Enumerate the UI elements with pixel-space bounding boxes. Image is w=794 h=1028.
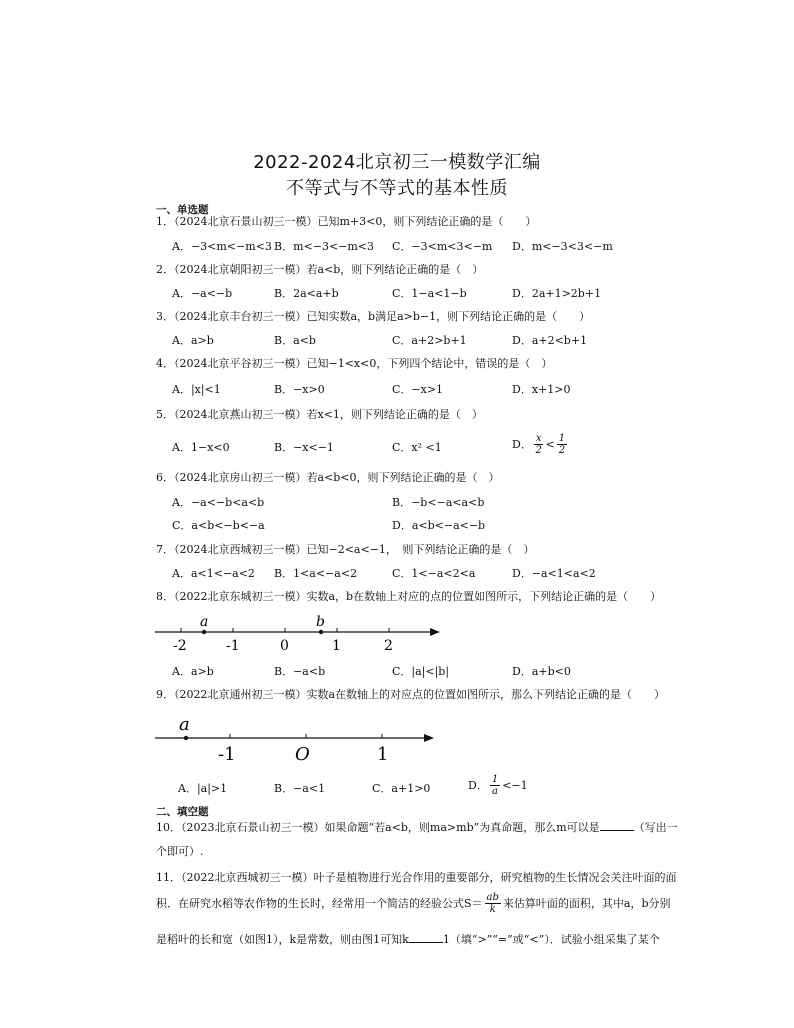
q8-tick-label-m1: -1 [226,638,240,654]
q8-option-a: A．a>b [172,665,214,678]
q11-line1: 11．（2022北京西城初三一模）叶子是植物进行光合作用的重要部分，研究植物的生长情况会关注叶面的面 [156,871,677,884]
q5-d-den1: 2 [535,445,542,456]
q1-stem: 1．（2024北京石景山初三一模）已知m+3<0，则下列结论正确的是（ ） [156,215,537,228]
q11-line2-post: 来估算叶面的面积，其中a，b分别 [502,896,671,910]
q3-option-b: B．a<b [274,334,316,347]
q7-option-c: C．1<−a<2<a [392,567,476,580]
q6-option-d: D．a<b<−a<−b [392,519,486,532]
q2-stem: 2．（2024北京朝阳初三一模）若a<b，则下列结论正确的是（ ） [156,263,484,276]
q3-option-c: C．a+2>b+1 [392,334,467,347]
q10-answer-blank[interactable] [600,820,634,831]
q9-tick-label-origin: O [295,744,310,765]
q8-tick-label-0: 0 [280,638,289,654]
q8-number-line [150,612,450,656]
q9-label-a: a [179,714,190,735]
q5-stem: 5．（2024北京燕山初三一模）若x<1，则下列结论正确的是（ ） [156,408,483,421]
q2-option-c: C．1−a<1−b [392,287,467,300]
q4-option-d: D．x+1>0 [512,383,571,396]
section-fill-in: 二、填空题 [156,806,209,818]
q9-option-d-label: D． [468,778,488,792]
q5-option-a: A．1−x<0 [172,441,230,454]
doc-title-line2: 不等式与不等式的基本性质 [286,178,508,199]
q1-option-a: A．−3<m<−m<3 [172,240,272,253]
q5-option-d [512,433,569,456]
q9-option-a: A．|a|>1 [178,782,228,795]
q4-option-c: C．−x>1 [392,383,444,396]
q5-option-c: C．x² <1 [392,441,442,454]
q8-point-a [202,630,206,634]
q5-d-num1: x [535,433,542,444]
q9-tick-label-1: 1 [377,744,389,765]
q9-d-fraction [490,774,500,797]
q11-line3-post: 1（填“>”“=”或“<”）．试验小组采集了某个 [442,933,660,946]
q8-tick-label-1: 1 [332,638,341,654]
q8-tick-label-m2: -2 [173,638,187,654]
q11-answer-blank[interactable] [409,932,443,943]
doc-title-line1: 2022-2024北京初三一模数学汇编 [253,152,541,173]
q9-tick-label-m1: -1 [218,744,236,765]
q11-line2 [156,892,716,915]
q10-stem-pre: 10．（2023北京石景山初三一模）如果命题“若a<b，则ma>mb”为真命题，那么m可以是 [156,821,600,834]
q1-option-d: D．m<−3<3<−m [512,240,613,253]
q11-formula-fraction [485,892,501,915]
q9-point-a [184,736,188,740]
q9-axis-arrow [424,734,434,742]
q8-option-d: D．a+b<0 [512,665,571,678]
q9-number-line [150,710,450,768]
q6-stem: 6．（2024北京房山初三一模）若a<b<0，则下列结论正确的是（ ） [156,471,500,484]
q6-option-b: B．−b<−a<a<b [392,496,485,509]
q11-line2-pre: 积．在研究水稻等农作物的生长时，经常用一个简洁的经验公式S＝ [156,896,483,910]
q9-d-tail: <−1 [502,778,528,792]
q3-stem: 3．（2024北京丰台初三一模）已知实数a，b满足a>b−1，则下列结论正确的是（ ） [156,310,591,323]
q11-line3-pre: 是稻叶的长和宽（如图1），k是常数，则由图1可知k [156,933,409,946]
q8-label-a: a [200,614,209,630]
q6-option-c: C．a<b<−b<−a [172,519,265,532]
q9-d-num: 1 [491,774,499,785]
q11-line3 [156,932,716,947]
q3-option-a: A．a>b [172,334,214,347]
q8-option-c: C．|a|<|b| [392,665,450,678]
q2-option-d: D．2a+1>2b+1 [512,287,602,300]
q5-d-den2: 2 [558,445,566,456]
q10-line2: 个即可）. [156,845,204,858]
q9-d-den: a [492,786,498,797]
q8-stem: 8．（2022北京东城初三一模）实数a，b在数轴上对应的点的位置如图所示，下列结论正确的是（ ） [156,590,662,603]
section-single-choice: 一、单选题 [156,204,209,216]
q5-d-fraction-1 [534,433,544,456]
q11-frac-num: ab [486,892,499,903]
q5-option-d-label: D． [512,437,532,451]
q8-option-b: B．−a<b [274,665,326,678]
q10-line1 [156,820,716,835]
q5-d-lt: < [545,437,555,451]
q9-option-d [468,774,528,797]
q7-option-b: B．1<a<−a<2 [274,567,358,580]
q7-option-d: D．−a<1<a<2 [512,567,596,580]
q4-option-b: B．−x>0 [274,383,325,396]
q10-stem-post: （写出一 [633,821,678,834]
q4-option-a: A．|x|<1 [172,383,221,396]
q2-option-a: A．−a<−b [172,287,233,300]
q3-option-d: D．a+2<b+1 [512,334,588,347]
q7-stem: 7．（2024北京西城初三一模）已知−2<a<−1， 则下列结论正确的是（ ） [156,543,535,556]
q7-option-a: A．a<1<−a<2 [172,567,255,580]
q9-stem: 9．（2022北京通州初三一模）实数a在数轴上的对应点的位置如图所示，那么下列结论正确的是（ ） [156,688,666,701]
q8-tick-label-2: 2 [384,638,393,654]
q2-option-b: B．2a<a+b [274,287,339,300]
q8-point-b [319,630,323,634]
q1-option-c: C．−3<m<3<−m [392,240,493,253]
q8-label-b: b [316,614,325,630]
q5-option-b: B．−x<−1 [274,441,334,454]
q1-option-b: B．m<−3<−m<3 [274,240,375,253]
q11-frac-den: k [489,904,496,915]
q9-option-c: C．a+1>0 [372,782,431,795]
q5-d-num2: 1 [558,433,566,444]
q9-option-b: B．−a<1 [274,782,326,795]
q6-option-a: A．−a<−b<a<b [172,496,265,509]
q4-stem: 4．（2024北京平谷初三一模）已知−1<x<0，下列四个结论中，错误的是（ ） [156,357,553,370]
q5-d-fraction-2 [557,433,567,456]
q8-axis-arrow [430,628,440,636]
